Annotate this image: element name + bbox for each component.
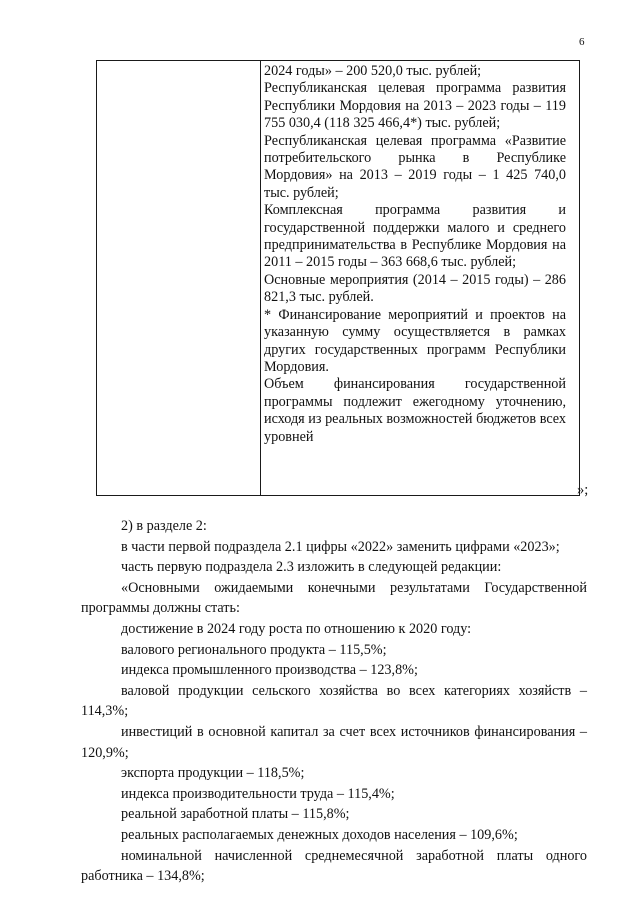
table-paragraph: Республиканская целевая программа «Развитие потребительского рынка в Республике Мордовия» на 2013 – 2019 годы – 1 425 740,0 тыс. рублей; [264,132,566,201]
body-paragraph: индекса производительности труда – 115,4%; [121,785,395,802]
table-paragraph: Основные мероприятия (2014 – 2015 годы) – 286 821,3 тыс. рублей. [264,271,566,306]
table-closing-quote: »; [577,482,589,498]
amendment-body [81,516,587,887]
body-paragraph: валового регионального продукта – 115,5%; [121,641,387,658]
table-footnote: * Финансирование мероприятий и проектов на указанную сумму осуществляется в рамках других государственных программ Республики Мордовия. [264,306,566,375]
body-paragraph: в части первой подраздела 2.1 цифры «2022» заменить цифрами «2023»; [121,538,560,555]
page-number: 6 [579,36,585,48]
body-paragraph: экспорта продукции – 118,5%; [121,765,305,782]
program-funding-table [96,60,580,496]
body-paragraph: индекса промышленного производства – 123,8%; [121,662,418,679]
body-paragraph: часть первую подраздела 2.3 изложить в следующей редакции: [121,559,502,576]
body-paragraph: номинальной начисленной среднемесячной заработной платы одного работника – 134,8%; [81,847,587,885]
body-paragraph: валовой продукции сельского хозяйства во всех категориях хозяйств – 114,3%; [81,682,587,720]
table-cell-funding-text [264,63,566,446]
table-paragraph: Комплексная программа развития и государственной поддержки малого и среднего предпринимательства в Республике Мордовия на 2011 – 2015 годы – 363 668,6 тыс. рублей; [264,202,566,271]
body-paragraph: 2) в разделе 2: [121,518,207,534]
table-paragraph: Объем финансирования государственной программы подлежит ежегодному уточнению, исходя из реальных возможностей бюджетов всех уровней [264,376,566,445]
body-paragraph: «Основными ожидаемыми конечными результатами Государственной программы должны стать: [81,579,587,617]
body-paragraph: достижение в 2024 году роста по отношению к 2020 году: [121,620,472,637]
body-paragraph: инвестиций в основной капитал за счет всех источников финансирования – 120,9%; [81,723,587,761]
table-paragraph: Республиканская целевая программа развития Республики Мордовия на 2013 – 2023 годы – 119 755 030,4 (118 325 466,4*) тыс. рублей; [264,80,566,132]
table-column-divider [260,61,261,495]
table-paragraph: 2024 годы» – 200 520,0 тыс. рублей; [264,63,482,79]
body-paragraph: реальной заработной платы – 115,8%; [121,806,350,823]
body-paragraph: реальных располагаемых денежных доходов населения – 109,6%; [121,826,518,843]
